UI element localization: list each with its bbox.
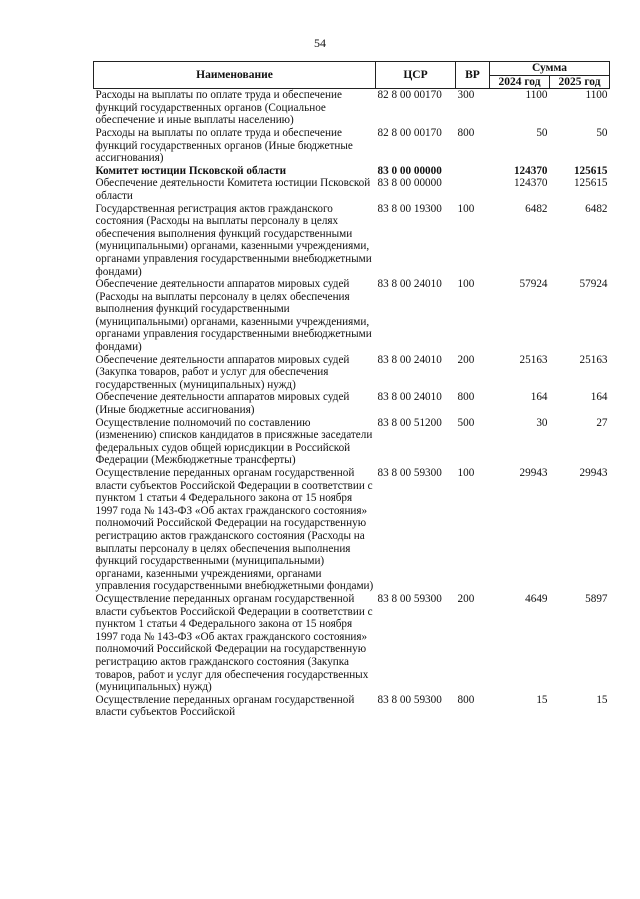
table-body [94, 89, 610, 719]
cell-name: Осуществление переданных органам государственной власти субъектов Российской Федерации в соответствии с пунктом 1 статьи 4 Федерального закона от 15 ноября 1997 года № 143-ФЗ «Об актах гражданского состояния» полномочий Российской Федерации на государственную регистрацию актов гражданского состояния (Закупка товаров, работ и услуг для обеспечения государственных (муниципальных) нужд) [95, 592, 373, 694]
cell-csr: 83 0 00 00000 [377, 164, 442, 177]
cell-y2025: 15 [596, 693, 608, 706]
header-2024: 2024 год [490, 75, 550, 89]
page-number: 54 [314, 36, 326, 50]
cell-csr: 83 8 00 59300 [377, 467, 442, 479]
cell-y2024: 1100 [525, 89, 548, 102]
cell-vr: 100 [457, 278, 475, 291]
cell-y2024: 6482 [525, 202, 548, 215]
header-csr: ЦСР [376, 62, 456, 89]
cell-name: Комитет юстиции Псковской области [95, 164, 287, 177]
cell-csr: 83 8 00 24010 [377, 353, 442, 366]
cell-vr: 100 [457, 467, 475, 479]
cell-csr: 83 8 00 24010 [377, 278, 442, 291]
cell-csr: 83 8 00 24010 [377, 391, 442, 404]
cell-y2025: 1100 [585, 89, 608, 102]
cell-csr: 82 8 00 00170 [377, 126, 442, 139]
table-row [94, 89, 610, 127]
cell-name: Осуществление переданных органам государственной власти субъектов Российской [95, 693, 355, 719]
table-row [94, 694, 610, 719]
cell-name: Обеспечение деятельности Комитета юстиции Псковской области [95, 177, 371, 202]
header-name: Наименование [94, 62, 376, 89]
table-row [94, 354, 610, 392]
cell-y2024: 25163 [519, 353, 548, 366]
header-vr: ВР [456, 62, 490, 89]
cell-csr: 83 8 00 51200 [377, 416, 442, 429]
table-row [94, 467, 610, 593]
cell-y2025: 50 [596, 126, 608, 139]
cell-y2025: 6482 [585, 202, 608, 215]
cell-y2025: 29943 [579, 467, 608, 479]
cell-name: Обеспечение деятельности аппаратов мировых судей (Иные бюджетные ассигнования) [95, 391, 350, 417]
cell-csr: 82 8 00 00170 [377, 89, 442, 102]
cell-y2024: 124370 [513, 177, 548, 190]
cell-y2024: 4649 [525, 592, 548, 605]
cell-csr: 83 8 00 19300 [377, 202, 442, 215]
cell-y2024: 29943 [519, 467, 548, 479]
cell-vr: 100 [457, 202, 475, 215]
cell-y2024: 124370 [513, 164, 548, 177]
cell-y2025: 164 [590, 391, 608, 404]
cell-vr: 300 [457, 89, 475, 102]
cell-vr [456, 165, 490, 178]
cell-y2024: 164 [530, 391, 548, 404]
cell-y2025: 57924 [579, 278, 608, 291]
cell-vr: 800 [457, 391, 475, 404]
table-row [94, 417, 610, 467]
cell-y2024: 30 [536, 416, 548, 429]
table-row [94, 177, 610, 202]
cell-y2025: 27 [596, 416, 608, 429]
cell-y2025: 125615 [573, 177, 608, 190]
cell-y2024: 50 [536, 126, 548, 139]
table-row [94, 593, 610, 694]
cell-y2024: 57924 [519, 278, 548, 291]
cell-y2024: 15 [536, 693, 548, 706]
cell-y2025: 5897 [585, 592, 608, 605]
table-row [94, 391, 610, 416]
cell-vr: 200 [457, 592, 475, 605]
cell-vr: 800 [457, 693, 475, 706]
cell-name: Расходы на выплаты по оплате труда и обеспечение функций государственных органов (Иные бюджетные ассигнования) [95, 126, 353, 165]
header-sum: Сумма [490, 62, 610, 76]
table-row [94, 203, 610, 279]
cell-name: Государственная регистрация актов гражданского состояния (Расходы на выплаты персоналу в целях обеспечения выполнения функций государственными (муниципальными) органами, казенными учреждениями, органами управления государственными внебюджетными фондами) [95, 202, 372, 278]
header-2025: 2025 год [550, 75, 610, 89]
table-row [94, 165, 610, 178]
budget-table [93, 61, 610, 719]
cell-name: Обеспечение деятельности аппаратов мировых судей (Закупка товаров, работ и услуг для обеспечения государственных (муниципальных) нужд) [95, 353, 350, 391]
cell-name: Расходы на выплаты по оплате труда и обеспечение функций государственных органов (Социальное обеспечение и иные выплаты населению) [95, 89, 342, 127]
table-row [94, 127, 610, 165]
cell-name: Осуществление переданных органам государственной власти субъектов Российской Федерации в соответствии с пунктом 1 статьи 4 Федерального закона от 15 ноября 1997 года № 143-ФЗ «Об актах гражданского состояния» полномочий Российской Федерации на государственную регистрацию актов гражданского состояния (Расходы на выплаты персоналу в целях обеспечения выполнения функций государственными (муниципальными) органами, казенными учреждениями, органами управления государственными внебюджетными фондами) [95, 467, 374, 593]
cell-name: Обеспечение деятельности аппаратов мировых судей (Расходы на выплаты персоналу в целях обеспечения выполнения функций государственными (муниципальными) органами, казенными учреждениями, органами управления государственными внебюджетными фондами) [95, 278, 372, 354]
cell-csr: 83 8 00 00000 [377, 177, 442, 190]
cell-name: Осуществление полномочий по составлению (изменению) списков кандидатов в присяжные заседатели федеральных судов общей юрисдикции в Российской Федерации (Межбюджетные трансферты) [95, 416, 373, 467]
cell-y2025: 125615 [573, 164, 608, 177]
cell-vr: 500 [457, 416, 475, 429]
cell-csr: 83 8 00 59300 [377, 592, 442, 605]
cell-vr [456, 177, 490, 202]
cell-csr: 83 8 00 59300 [377, 693, 442, 706]
table-row [94, 278, 610, 354]
cell-vr: 800 [457, 126, 475, 139]
cell-y2025: 25163 [579, 353, 608, 366]
cell-vr: 200 [457, 353, 475, 366]
